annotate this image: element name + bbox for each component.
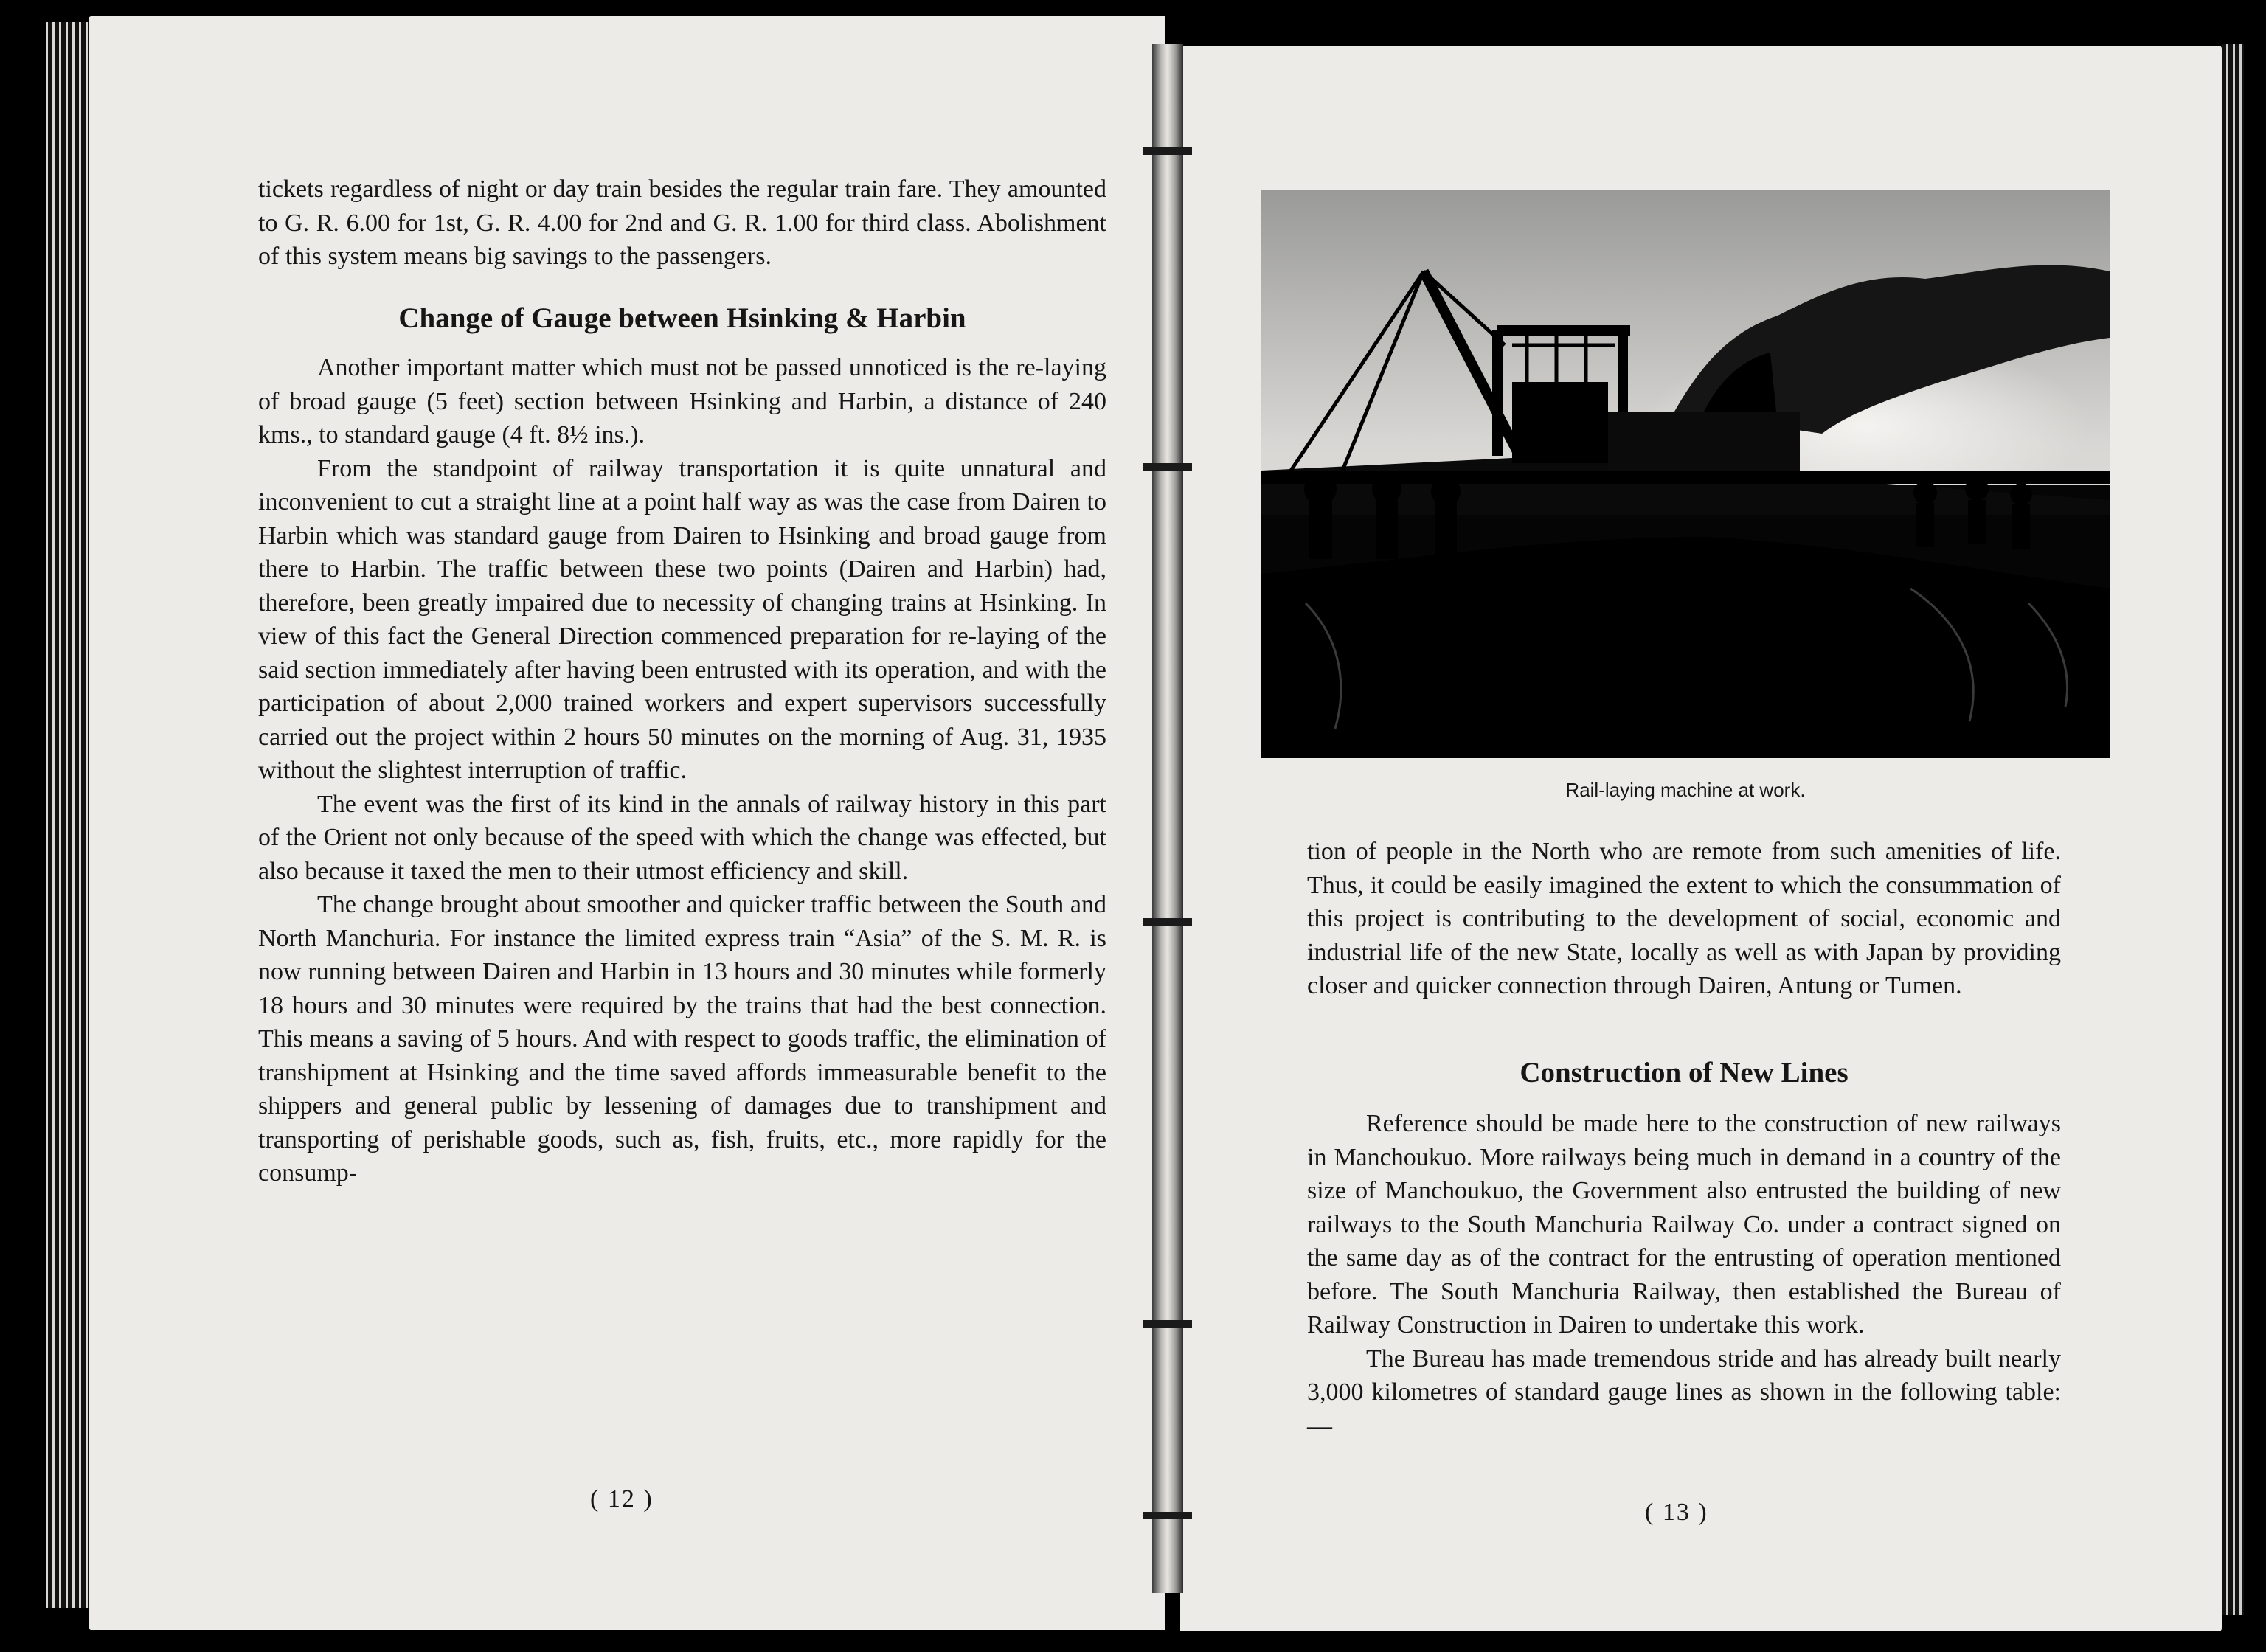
paragraph: The Bureau has made tremendous stride and has already built nearly 3,000 kilometres of standard gauge lines as shown in the following table:—: [1307, 1344, 2061, 1440]
paragraph: From the standpoint of railway transportation it is quite unnatural and inconvenient to cut a straight line at a point half way as was the case from Dairen to Harbin which was standard gauge from Dairen to Hsinking and broad gauge from there to Harbin. The traffic between these two points (Dairen and Harbin) had, therefore, been greatly impaired due to necessity of changing trains at Hsinking. In view of this fact the General Direction commenced preparation for re-laying of the said section immediately after having been entrusted with its operation, and with the participation of about 2,000 trained workers and expert supervisors successfully carried out the project within 2 hours 50 minutes on the morning of Aug. 31, 1935 without the slightest interruption of traffic.: [258, 454, 1106, 784]
left-intro-paragraph: tickets regardless of night or day train besides the regular train fare. They amounted to G. R. 6.00 for 1st, G. R. 4.00 for 2nd and G. R. 1.00 for third class. Abolishment of this system means big savings to the passengers.: [258, 176, 1106, 270]
left-page-text: [258, 173, 1106, 1190]
binding-stitch: [1143, 918, 1192, 926]
right-page-text: [1307, 835, 2061, 1443]
left-page: [89, 16, 1165, 1630]
paragraph: Another important matter which must not be passed unnoticed is the re-laying of broad gauge (5 feet) section between Hsinking and Harbin, a distance of 240 kms., to standard gauge (4 ft. 8½ ins.).: [258, 354, 1106, 448]
binding-stitch: [1143, 148, 1192, 155]
paragraph: Reference should be made here to the construction of new railways in Manchoukuo. More railways being much in demand in a country of the size of Manchoukuo, the Government also entrusted the building of new railways to the South Manchuria Railway Co. under a contract signed on the same day as of the contract for the entrusting of operation mentioned before. The South Manchuria Railway, then established the Bureau of Railway Construction in Dairen to undertake this work.: [1307, 1110, 2061, 1339]
photo-illustration: [1261, 190, 2110, 758]
binding-stitch: [1143, 463, 1192, 471]
section-heading-new-lines: Construction of New Lines: [1520, 1056, 1849, 1089]
left-page-edge: [46, 22, 89, 1608]
photo-caption: Rail-laying machine at work.: [1565, 779, 1806, 801]
right-intro-paragraph: tion of people in the North who are remote from such amenities of life. Thus, it could be easily imagined the extent to which the consummation of this project is contributing to the development of social, economic and industrial life of the new State, locally as well as with Japan by providing closer and quicker connection through Dairen, Antung or Tumen.: [1307, 838, 2061, 999]
right-page: [1180, 46, 2222, 1631]
binding-stitch: [1143, 1512, 1192, 1519]
right-page-edge: [2222, 44, 2244, 1615]
section-heading-gauge: Change of Gauge between Hsinking & Harbin: [398, 302, 966, 334]
page-number-right: ( 13 ): [1645, 1499, 1708, 1526]
paragraph: The change brought about smoother and quicker traffic between the South and North Manchuria. For instance the limited express train “Asia” of the S. M. R. is now running between Dairen and Harbin in 13 hours and 30 minutes while formerly 18 hours and 30 minutes were required by the trains that had the best connection. This means a saving of 5 hours. And with respect to goods traffic, the elimination of transhipment at Hsinking and the time saved affords immeasurable benefit to the shippers and general public by lessening of damages due to transhipment and transporting of perishable goods, such as, fish, fruits, etc., more rapidly for the consump-: [258, 891, 1106, 1187]
rail-laying-machine-photo: [1261, 190, 2110, 758]
paragraph: The event was the first of its kind in the annals of railway history in this part of the Orient not only because of the speed with which the change was effected, but also because it taxed the men to their utmost efficiency and skill.: [258, 790, 1106, 885]
book-spine: [1152, 44, 1183, 1593]
page-number-left: ( 12 ): [590, 1485, 654, 1513]
binding-stitch: [1143, 1320, 1192, 1328]
